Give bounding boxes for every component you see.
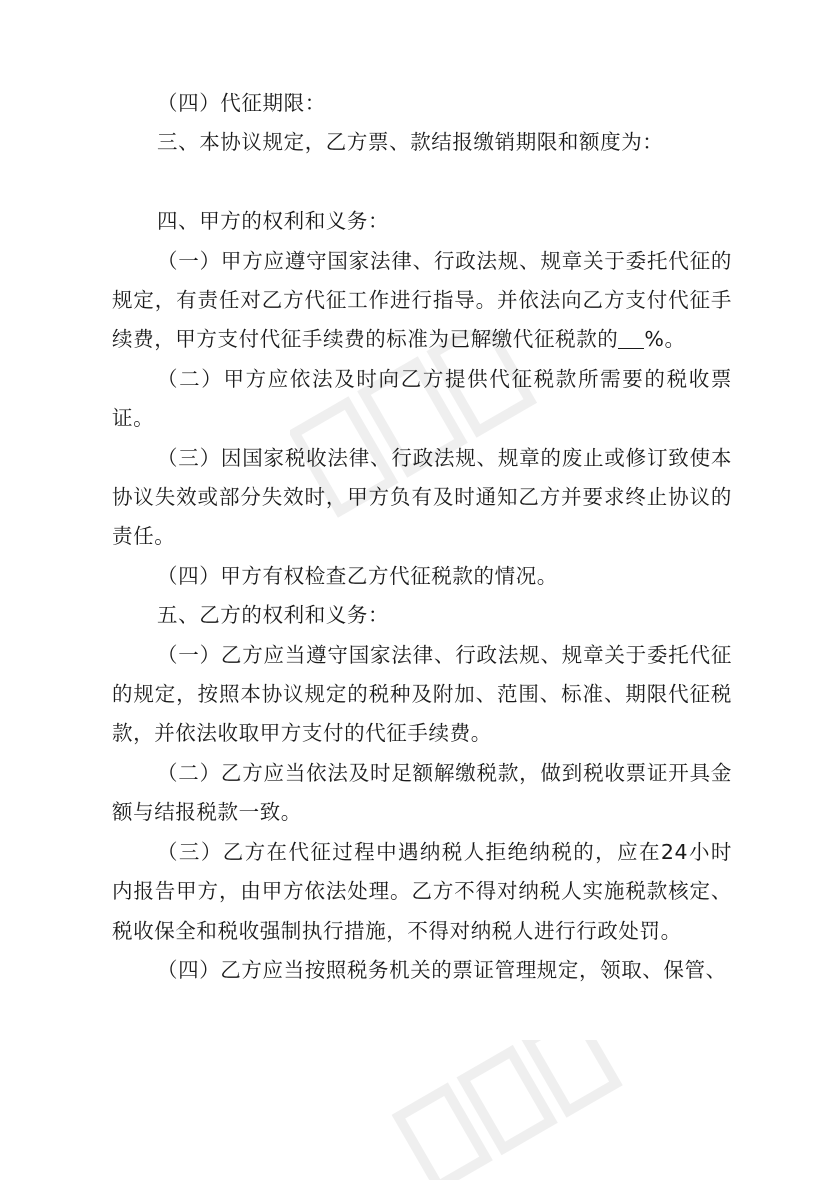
heading-party-a-rights: 四、甲方的权利和义务： — [157, 209, 390, 234]
fill-in-blank — [618, 328, 644, 349]
paragraph-party-a-duty-4: （四）甲方有权检查乙方代征税款的情况。 — [157, 563, 558, 588]
paragraph-party-a-duty-1 — [112, 242, 732, 360]
paragraph-party-a-duty-1-text: （一）甲方应遵守国家法律、行政法规、规章关于委托代征的规定，有责任对乙方代征工作进行指导。并依法向乙方支付代征手续费，甲方支付代征手续费的标准为已解缴代征税款的 — [112, 248, 732, 352]
watermark-icon — [390, 1040, 630, 1180]
paragraph-party-b-duty-2: （二）乙方应当依法及时足额解缴税款，做到税收票证开具金额与结报税款一致。 — [112, 760, 732, 825]
percent-sign: %。 — [644, 327, 686, 352]
paragraph-party-a-duty-3: （三）因国家税收法律、行政法规、规章的废止或修订致使本协议失效或部分失效时，甲方负有及时通知乙方并要求终止协议的责任。 — [112, 445, 732, 549]
paragraph-party-a-duty-2: （二）甲方应依法及时向乙方提供代征税款所需要的税收票证。 — [112, 366, 732, 431]
document-page — [112, 84, 732, 990]
paragraph-settlement-terms: 三、本协议规定，乙方票、款结报缴销期限和额度为： — [157, 130, 664, 155]
blank-line — [112, 163, 732, 202]
paragraph-collection-period: （四）代征期限： — [157, 91, 326, 115]
paragraph-party-b-duty-4: （四）乙方应当按照税务机关的票证管理规定，领取、保管、 — [157, 957, 727, 982]
paragraph-party-b-duty-1: （一）乙方应当遵守国家法律、行政法规、规章关于委托代征的规定，按照本协议规定的税种及附加、范围、标准、期限代征税款，并依法收取甲方支付的代征手续费。 — [112, 642, 732, 746]
heading-party-b-rights: 五、乙方的权利和义务： — [157, 603, 390, 628]
paragraph-party-b-duty-3: （三）乙方在代征过程中遇纳税人拒绝纳税的，应在24小时内报告甲方，由甲方依法处理。乙方不得对纳税人实施税款核定、税收保全和税收强制执行措施，不得对纳税人进行行政处罚。 — [112, 839, 732, 943]
